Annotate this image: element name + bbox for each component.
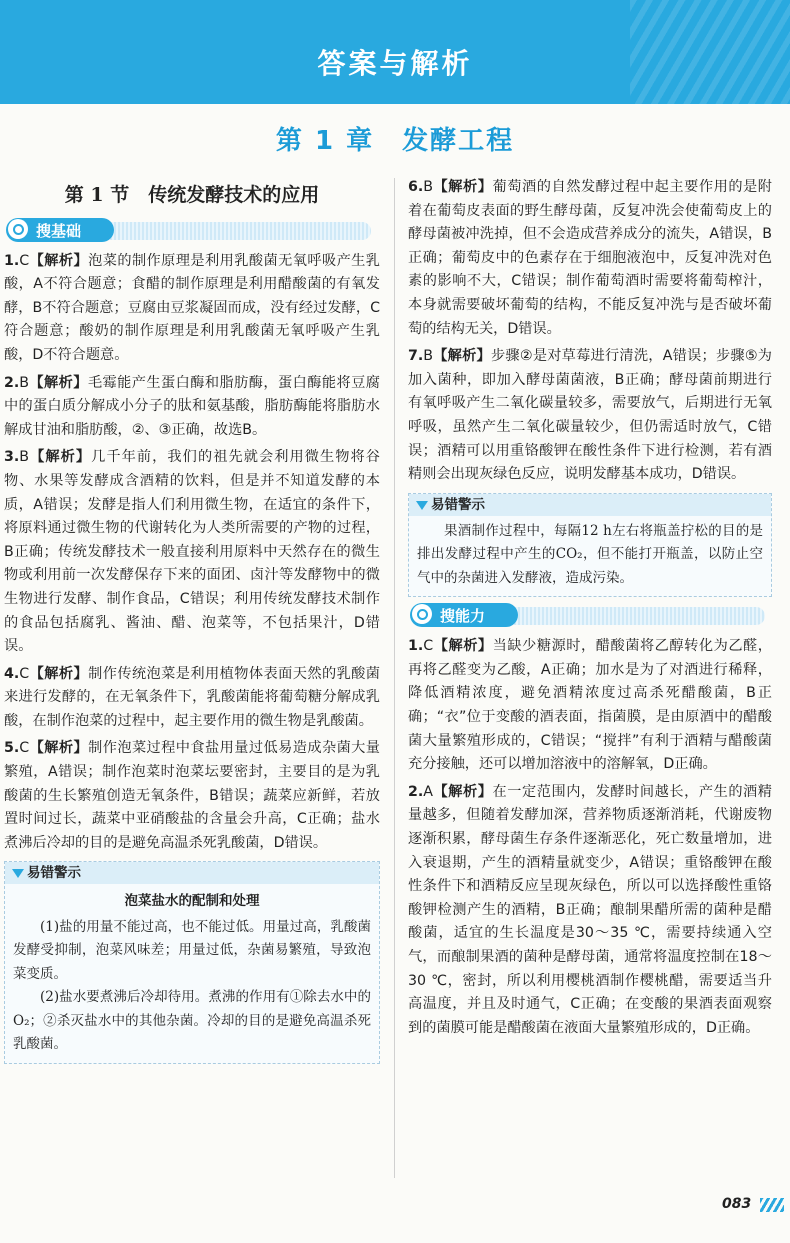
right-column — [408, 176, 772, 1044]
answer-text: 泡菜的制作原理是利用乳酸菌无氧呼吸产生乳酸，A不符合题意；食醋的制作原理是利用醋酸菌的有氧发酵，B不符合题意；豆腐由豆浆凝固而成，没有经过发酵，C符合题意；酸奶的制作原理是利用乳酸菌无氧呼吸产生乳酸，D不符合题意。 — [4, 252, 380, 363]
warning-subtitle: 泡菜盐水的配制和处理 — [124, 893, 260, 910]
analysis-tag: 【解析】 — [29, 374, 88, 391]
answer-text: 步骤②是对草莓进行清洗，A错误；步骤⑤为加入菌种，即加入酵母菌菌液，B正确；酵母菌前期进行有氧呼吸产生二氧化碳量较多，需要放气，后期进行无氧呼吸，虽然产生二氧化碳量较少，但仍需适时放气，C错误；酒精可以用重铬酸钾在酸性条件下进行检测，若有酒精则会出现灰绿色反应，说明发酵基本成功，D错误。 — [408, 348, 772, 483]
answer-number: 1. — [4, 252, 20, 269]
section-title: 第 1 节 传统发酵技术的应用 — [64, 184, 320, 206]
warning-head: 易错警示 — [5, 862, 379, 884]
page-number-text: 083 — [722, 1196, 752, 1212]
answer-text: 制作泡菜过程中食盐用量过低易造成杂菌大量繁殖，A错误；制作泡菜时泡菜坛要密封，主要目的是为乳酸菌的生长繁殖创造无氧条件，B错误；蔬菜应新鲜，若放置时间过长，蔬菜中亚硝酸盐的含量会升高，C正确；盐水煮沸后冷却的目的是避免高温杀死乳酸菌，D错误。 — [4, 740, 380, 851]
answer-item — [408, 781, 772, 1041]
answer-number: 7. — [408, 348, 424, 365]
search-icon — [8, 219, 28, 239]
answer-item — [408, 635, 772, 777]
answer-number: 3. — [4, 449, 20, 466]
basic-tag — [4, 218, 380, 244]
answer-item — [4, 446, 380, 658]
analysis-tag: 【解析】 — [29, 449, 92, 466]
answer-number: 1. — [408, 638, 424, 655]
answer-number: 5. — [4, 740, 20, 757]
answer-choice: C — [423, 638, 434, 655]
answer-choice: B — [423, 179, 433, 195]
column-divider — [394, 178, 395, 1178]
analysis-tag: 【解析】 — [433, 348, 491, 365]
tag-label: 搜基础 — [36, 221, 82, 240]
analysis-tag: 【解析】 — [433, 179, 493, 195]
answer-choice: C — [19, 252, 30, 269]
right-answer-list — [408, 176, 772, 487]
analysis-tag: 【解析】 — [29, 740, 89, 757]
answer-choice: C — [19, 740, 30, 757]
answer-text: 制作传统泡菜是利用植物体表面天然的乳酸菌来进行发酵的，在无氧条件下，乳酸菌能将葡萄糖分解成乳酸，在制作泡菜的过程中，起主要作用的微生物是乳酸菌。 — [4, 665, 380, 729]
answer-number: 2. — [4, 374, 20, 391]
answer-text: 毛霉能产生蛋白酶和脂肪酶，蛋白酶能将豆腐中的蛋白质分解成小分子的肽和氨基酸，脂肪酶能将脂肪水解成甘油和脂肪酸，②、③正确，故选B。 — [4, 374, 380, 438]
basic-answer-list — [4, 250, 380, 856]
answer-text: 当缺少糖源时，醋酸菌将乙醇转化为乙醛，再将乙醛变为乙酸，A正确；加水是为了对酒进行稀释，降低酒精浓度，避免酒精浓度过高杀死醋酸菌，B正确；“衣”位于变酸的酒表面，指菌膜，是由原酒中的醋酸菌大量繁殖形成的，C错误；“搅拌”有利于酒精与醋酸菌充分接触，还可以增加溶液中的溶解氧，D正确。 — [408, 638, 772, 773]
answer-number: 6. — [408, 179, 424, 195]
page-number-decoration — [760, 1198, 784, 1212]
warning-paragraph: (2)盐水要煮沸后冷却待用。煮沸的作用有①除去水中的O₂；②杀灭盐水中的其他杂菌。冷却的目的是避免高温杀死乳酸菌。 — [13, 989, 371, 1053]
warning-paragraph: (1)盐的用量不能过高，也不能过低。用量过高，乳酸菌发酵受抑制，泡菜风味差；用量过低，杂菌易繁殖，导致泡菜变质。 — [13, 918, 371, 982]
warning-box — [4, 861, 380, 1064]
warning-box — [408, 493, 772, 598]
answer-choice: C — [19, 665, 30, 682]
analysis-tag: 【解析】 — [29, 252, 89, 269]
answer-item — [408, 345, 772, 487]
ability-tag — [408, 603, 772, 629]
analysis-tag: 【解析】 — [432, 783, 493, 800]
header-title: 答案与解析 — [317, 47, 473, 80]
warning-body — [409, 516, 771, 597]
answer-text: 葡萄酒的自然发酵过程中起主要作用的是附着在葡萄皮表面的野生酵母菌，反复冲洗会使葡萄皮上的酵母菌被冲洗掉，但不会造成营养成分的流失，A错误，B正确；葡萄皮中的色素存在于细胞液泡中，反复冲洗对色素的影响不大，C错误；制作葡萄酒时需要将葡萄榨汁，本身就需要破坏葡萄的结构，不能反复冲洗与是否破坏葡萄的结构无关，D错误。 — [408, 179, 772, 337]
answer-choice: B — [19, 374, 29, 391]
warning-body — [5, 884, 379, 1063]
answer-number: 2. — [408, 783, 424, 800]
left-column — [4, 180, 380, 1070]
answer-item — [4, 250, 380, 368]
answer-item — [4, 737, 380, 855]
ability-answer-list — [408, 635, 772, 1040]
analysis-tag: 【解析】 — [29, 665, 89, 682]
answer-text: 在一定范围内，发酵时间越长，产生的酒精量越多，但随着发酵加深，营养物质逐渐消耗，代谢废物逐渐积累，酵母菌生存条件逐渐恶化，死亡数量增加，进入衰退期，产生的酒精量就变少，A错误；重铬酸钾在酸性条件下和酒精反应呈现灰绿色，所以可以选择酸性重铬酸钾检测产生的酒精，B正确；酿制果醋所需的菌种是醋酸菌，适宜的生长温度是30～35 ℃，需要持续通入空气，而酿制果酒的菌种是酵母菌，通常将温度控制在18～30 ℃，密封，所以利用樱桃酒制作樱桃醋，需要适当升高温度，并且及时通气，C正确；在变酸的果酒表面观察到的菌膜可能是醋酸菌在液面大量繁殖形成的，D正确。 — [408, 783, 772, 1036]
answer-number: 4. — [4, 665, 20, 682]
answer-item — [408, 176, 772, 341]
answer-text: 几千年前，我们的祖先就会利用微生物将谷物、水果等发酵成含酒精的饮料，但是并不知道发酵的本质，A错误；发酵是指人们利用微生物，在适宜的条件下，将原料通过微生物的代谢转化为人类所需要的产物的过程，B正确；传统发酵技术一般直接利用原料中天然存在的微生物或利用前一次发酵保存下来的面团、卤汁等发酵物中的微生物进行发酵、制作食品，C错误；利用传统发酵技术制作的食品包括腐乳、酱油、醋、泡菜等，不包括果汁，D错误。 — [4, 449, 380, 655]
answer-item — [4, 663, 380, 734]
analysis-tag: 【解析】 — [433, 638, 493, 655]
answer-choice: A — [423, 783, 433, 800]
answer-choice: B — [19, 449, 29, 466]
tag-label: 搜能力 — [440, 607, 486, 626]
warning-paragraph: 果酒制作过程中，每隔12 h左右将瓶盖拧松的目的是排出发酵过程中产生的CO₂，但不能打开瓶盖，以防止空气中的杂菌进入发酵液，造成污染。 — [417, 522, 763, 586]
header-banner — [0, 0, 790, 104]
answer-choice: B — [423, 348, 433, 365]
page-number — [704, 1196, 782, 1216]
answer-item — [4, 372, 380, 443]
chapter-title: 第 1 章 发酵工程 — [275, 126, 515, 156]
warning-head: 易错警示 — [409, 494, 771, 516]
